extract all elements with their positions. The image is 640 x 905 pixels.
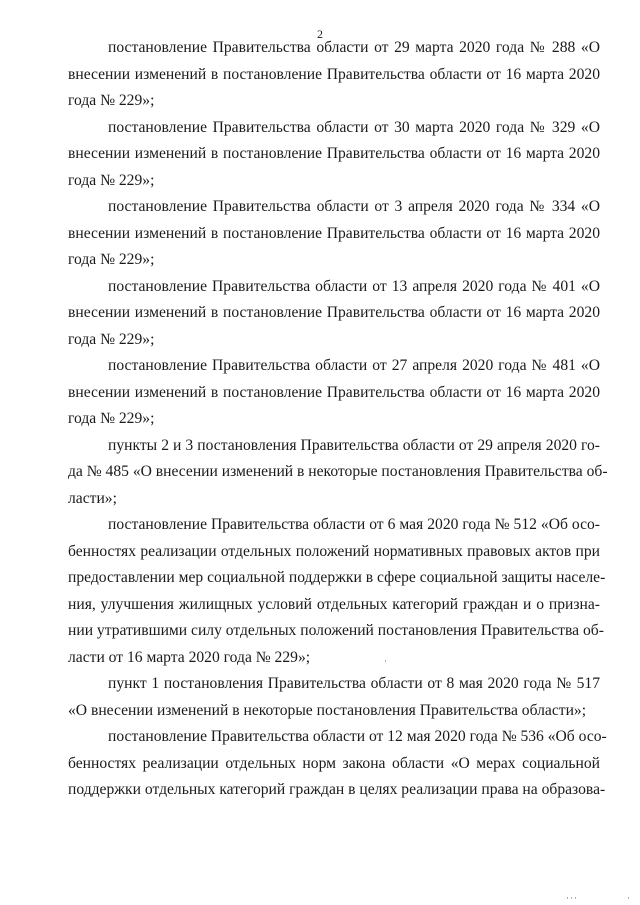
- paragraph-line: внесении изменений в постановление Правительства области от 16 марта 2020: [68, 145, 600, 162]
- paragraph-line: внесении изменений в постановление Правительства области от 16 марта 2020: [68, 224, 600, 242]
- paragraph-line: поддержки отдельных категорий граждан в целях реализации права на образова-: [68, 781, 606, 798]
- paragraph-line: постановление Правительства области от 12 мая 2020 года № 536 «Об осо-: [108, 728, 607, 745]
- paragraph-line: предоставлении мер социальной поддержки в сфере социальной защиты населе-: [68, 569, 606, 586]
- paragraph-line: года № 229»;: [68, 92, 155, 109]
- document-paragraph: [68, 353, 600, 433]
- document-paragraph: [68, 194, 600, 274]
- paragraph-line: бенностях реализации отдельных положений нормативных правовых актов при: [68, 542, 600, 560]
- document-paragraph: [68, 671, 600, 724]
- paragraph-line: года № 229»;: [68, 251, 155, 268]
- document-paragraph: [68, 512, 606, 671]
- paragraph-line: ласти от 16 марта 2020 года № 229»;: [68, 648, 311, 666]
- document-body: [68, 35, 608, 804]
- paragraph-line: года № 229»;: [68, 330, 155, 348]
- page-number: 2: [317, 27, 323, 41]
- scan-speck: ·: [384, 656, 387, 666]
- document-paragraph: [68, 433, 608, 513]
- paragraph-line: внесении изменений в постановление Правительства области от 16 марта 2020: [68, 383, 600, 401]
- paragraph-line: постановление Правительства области от 3 апреля 2020 года № 334 «О: [108, 198, 600, 215]
- paragraph-line: «О внесении изменений в некоторые постановления Правительства области»;: [68, 701, 587, 719]
- document-paragraph: [68, 274, 600, 354]
- paragraph-line: пункт 1 постановления Правительства области от 8 мая 2020 года № 517: [108, 675, 600, 692]
- document-paragraph: [68, 115, 600, 195]
- paragraph-line: года № 229»;: [68, 410, 155, 427]
- paragraph-line: постановление Правительства области от 29 марта 2020 года № 288 «О: [108, 39, 600, 56]
- scan-speck: ·: [627, 893, 630, 903]
- document-paragraph: [68, 724, 607, 804]
- paragraph-line: нии утратившими силу отдельных положений постановления Правительства об-: [68, 622, 604, 639]
- paragraph-line: постановление Правительства области от 27 апреля 2020 года № 481 «О: [108, 357, 600, 374]
- paragraph-line: постановление Правительства области от 6 мая 2020 года № 512 «Об осо-: [108, 516, 600, 533]
- paragraph-line: бенностях реализации отдельных норм закона области «О мерах социальной: [68, 754, 600, 772]
- scan-speck: ···: [566, 893, 578, 903]
- paragraph-line: пункты 2 и 3 постановления Правительства области от 29 апреля 2020 го-: [108, 436, 600, 454]
- paragraph-line: постановление Правительства области от 30 марта 2020 года № 329 «О: [108, 118, 600, 136]
- document-paragraph: [68, 35, 600, 115]
- paragraph-line: внесении изменений в постановление Правительства области от 16 марта 2020: [68, 304, 600, 321]
- paragraph-line: ния, улучшения жилищных условий отдельных категорий граждан и о призна-: [68, 595, 600, 613]
- paragraph-line: да № 485 «О внесении изменений в некоторые постановления Правительства об-: [68, 463, 608, 480]
- paragraph-line: постановление Правительства области от 13 апреля 2020 года № 401 «О: [108, 277, 600, 295]
- paragraph-line: ласти»;: [68, 489, 117, 507]
- paragraph-line: года № 229»;: [68, 171, 155, 189]
- paragraph-line: внесении изменений в постановление Правительства области от 16 марта 2020: [68, 65, 600, 83]
